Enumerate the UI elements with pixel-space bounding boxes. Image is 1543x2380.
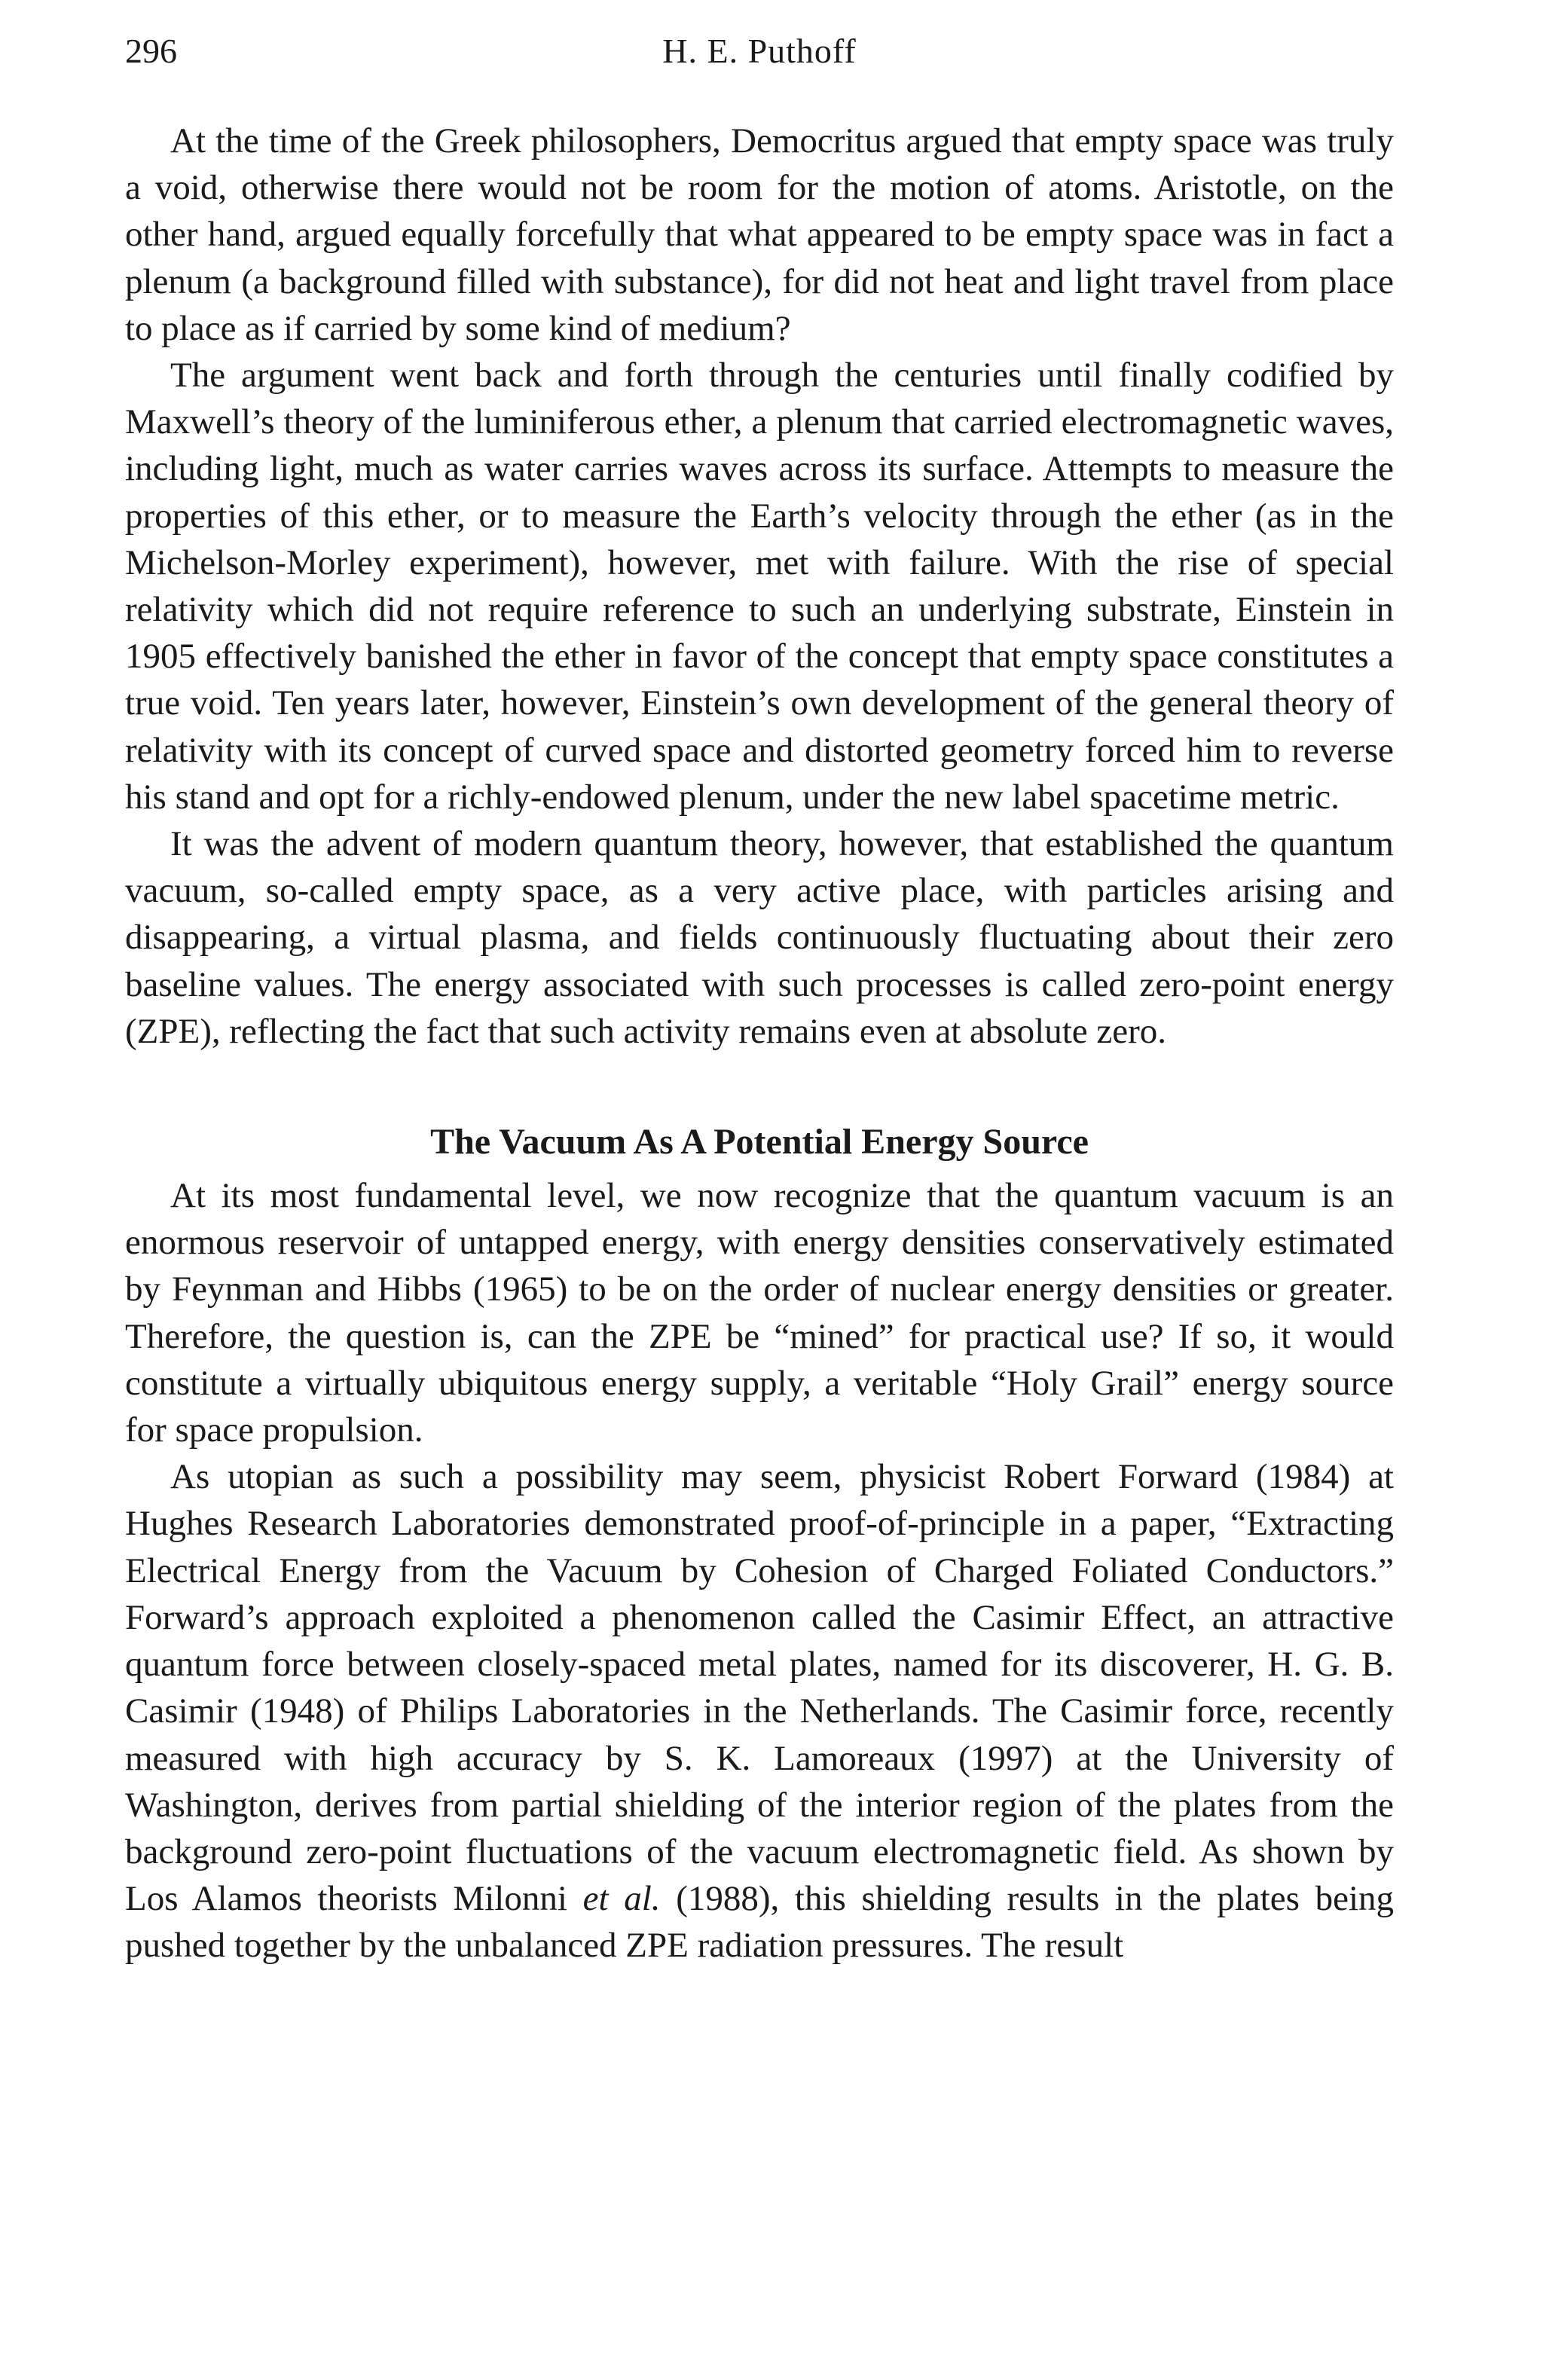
paragraph-quantum-vacuum: It was the advent of modern quantum theory, however, that established the quantum vacuum, so-called empty space, as a very active place, with particles arising and disappearing, a virtual plasma, and fields continuously fluctuating about their zero baseline values. The energy associated with such processes is called zero-point energy (ZPE), reflecting the fact that such activity remains even at absolute zero. — [125, 824, 1394, 1051]
running-head-author: H. E. Puthoff — [662, 32, 857, 70]
paragraph-ether-history: The argument went back and forth through the centuries until finally codified by Maxwell’s theory of the luminiferous ether, a plenum that carried electromagnetic waves, including light, much as water carries waves across its surface. Attempts to measure the properties of this ether, or to measure the Earth’s velocity through the ether (as in the Michelson-Morley experiment), however, met with failure. With the rise of special relativity which did not require reference to such an underlying substrate, Einstein in 1905 effectively banished the ether in favor of the concept that empty space constitutes a true void. Ten years later, however, Einstein’s own development of the general theory of relativity with its concept of curved space and distorted geometry forced him to reverse his stand and opt for a richly-endowed plenum, under the new label spacetime metric. — [125, 356, 1394, 817]
page-number: 296 — [125, 32, 177, 70]
paragraph-casimir-effect — [125, 1453, 1394, 1969]
article-body — [125, 118, 1394, 1969]
page-header — [125, 29, 1394, 74]
casimir-text-start: As utopian as such a possibility may seem, physicist Robert Forward (1984) at Hughes Research Laboratories demonstrated proof-of-principle in a paper, “Extracting Electrical Energy from the Vacuum by Cohesion of Charged Foliated Conductors.” Forward’s approach exploited a phenomenon called the Casimir Effect, an attractive quantum force between closely-spaced metal plates, named for its discoverer, H. G. B. Casimir (1948) of Philips Laboratories in the Netherlands. The Casimir force, recently measured with high accuracy by S. K. Lamoreaux (1997) at the University of Washington, derives from partial shielding of the interior region of the plates from the background zero-point fluctuations of the vacuum electromagnetic field. As shown by Los Alamos theorists Milonni — [125, 1457, 1394, 1919]
italic-et-al: et al. — [582, 1879, 661, 1919]
paragraph-energy-reservoir: At its most fundamental level, we now recognize that the quantum vacuum is an enormous reservoir of untapped energy, with energy densities conservatively estimated by Feynman and Hibbs (1965) to be on the order of nuclear energy densities or greater. Therefore, the question is, can the ZPE be “mined” for practical use? If so, it would constitute a virtually ubiquitous energy supply, a veritable “Holy Grail” energy source for space propulsion. — [125, 1176, 1394, 1450]
section-heading: The Vacuum As A Potential Energy Source — [430, 1122, 1089, 1163]
paragraph-greek-philosophers: At the time of the Greek philosophers, Democritus argued that empty space was truly a void, otherwise there would not be room for the motion of atoms. Aristotle, on the other hand, argued equally forcefully that what appeared to be empty space was in fact a plenum (a background filled with substance), for did not heat and light travel from place to place as if carried by some kind of medium? — [125, 121, 1394, 348]
casimir-text-end: (1988), this shielding results in the plates being pushed together by the unbalanced ZPE radiation pressures. The result — [125, 1879, 1394, 1966]
